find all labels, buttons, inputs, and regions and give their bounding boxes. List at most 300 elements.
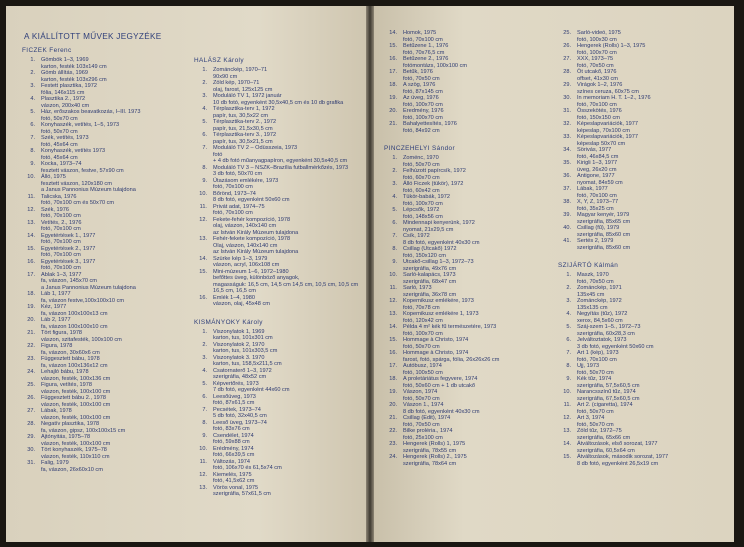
entry-details: [403, 56, 467, 69]
entry-number: 28.: [563, 69, 571, 75]
artwork-entry: [22, 174, 192, 194]
artwork-title: Magyar kenyér, 1979: [577, 212, 630, 218]
artwork-description: fotó, 60x70 cm: [403, 174, 440, 181]
entry-details: [41, 408, 110, 421]
artwork-entry: [384, 30, 556, 43]
artwork-description: fesztett vászon, 120x180 cm: [41, 180, 112, 187]
entry-details: [213, 472, 254, 485]
artwork-entry: [558, 415, 730, 428]
entry-details: [577, 121, 638, 134]
entry-number: 6.: [392, 220, 397, 226]
entry-number: 5.: [30, 109, 35, 115]
artwork-title: Plasztika 2., 1972: [41, 96, 86, 102]
artwork-title: Hommage à Christo, 1974: [403, 337, 469, 343]
artwork-description: olaj, farost, 125x125 cm: [213, 86, 273, 93]
entry-details: [403, 69, 440, 82]
entry-number: 19.: [27, 304, 35, 310]
entry-number: 14.: [563, 441, 571, 447]
artwork-title: In memoriam H. T. 1–2., 1976: [577, 95, 651, 101]
artwork-description: olaj, vászon, 140x140 cm: [213, 223, 277, 229]
entry-details: [577, 337, 654, 350]
entry-number: 30.: [563, 95, 571, 101]
artwork-entry: [558, 324, 730, 337]
entry-details: [577, 376, 640, 389]
artwork-description: 5 db fotó, 32x40,5 cm: [213, 413, 267, 419]
entry-number: 1.: [202, 67, 207, 73]
entry-number: 36.: [563, 173, 571, 179]
entry-details: [41, 330, 122, 343]
entry-details: [577, 108, 622, 121]
artwork-description: fotó, 70x50 cm: [403, 75, 440, 82]
entry-details: [577, 134, 638, 147]
artwork-description: fotó, 70x50 cm: [403, 421, 440, 428]
artwork-entry: [558, 82, 730, 95]
artwork-title: Autóbusz, 1974: [403, 363, 442, 369]
entry-number: 3.: [392, 181, 397, 187]
entry-details: [213, 394, 256, 407]
artwork-description: karton, festék 103x149 cm: [41, 63, 107, 70]
artwork-title: Útazásom emlékére, 1973: [213, 177, 279, 184]
entry-details: [41, 220, 81, 233]
artwork-description: fesztett vászon, festve, 57x90 cm: [41, 167, 124, 174]
artwork-entry: [558, 186, 730, 199]
artwork-description: fotó, 70x100 cm: [213, 210, 253, 216]
artwork-entry: [384, 389, 556, 402]
artwork-title: Egyetértések 1., 1977: [41, 232, 96, 239]
artwork-title: Függesztett bábu, 1978: [41, 356, 100, 362]
artwork-title: Jelváltoztatok, 1973: [577, 337, 627, 343]
artwork-description: szerigráfia, 65x66 cm: [577, 434, 631, 441]
entry-number: 18.: [389, 376, 397, 382]
entry-details: [41, 109, 141, 122]
entry-number: 8.: [566, 363, 571, 369]
entry-details: [577, 199, 618, 212]
entry-details: [41, 70, 107, 83]
entry-details: [577, 389, 640, 402]
artwork-description: fotó, 120x42 cm: [403, 317, 443, 324]
entry-number: 25.: [563, 30, 571, 36]
artwork-entry: [22, 447, 192, 460]
entry-details: [577, 402, 633, 415]
artwork-description: fa, vászon, 26x60x10 cm: [41, 466, 103, 473]
artwork-title: Álló Ficzek (tükör), 1972: [403, 181, 464, 187]
entry-number: 2.: [202, 80, 207, 86]
artwork-description: fotó, 70x100 cm: [41, 213, 81, 219]
artwork-entry: [558, 402, 730, 415]
artwork-title: Tört konyhaszék, 1975–78: [41, 447, 107, 453]
artwork-description: szerigráfia, 78x64 cm: [403, 460, 457, 467]
entry-number: 30.: [27, 447, 35, 453]
entry-number: 32.: [563, 121, 571, 127]
entry-number: 27.: [27, 408, 35, 414]
artwork-description: fotó, 70x100 cm: [213, 184, 253, 190]
entry-number: 4.: [392, 194, 397, 200]
entry-details: [41, 83, 97, 96]
artwork-entry: [22, 272, 192, 292]
entry-number: 9.: [30, 161, 35, 167]
entry-number: 26.: [27, 395, 35, 401]
artwork-entry: [22, 291, 192, 304]
artwork-title: Ház, erőszakos beavatkozás, I–III. 1973: [41, 109, 141, 115]
book-gutter: [366, 6, 374, 542]
artwork-description: fotó, 70x100 cm: [41, 265, 81, 271]
entry-number: 16.: [389, 350, 397, 356]
artwork-entry: [22, 304, 192, 317]
artwork-title: Száj-szem 1–5., 1972–73: [577, 324, 641, 330]
entry-details: [41, 174, 136, 194]
entry-details: [41, 161, 124, 174]
artwork-entry: [384, 259, 556, 272]
artwork-title: Betűzene 2., 1976: [403, 56, 449, 62]
artwork-entry: [22, 135, 192, 148]
entry-details: [213, 329, 273, 342]
entry-number: 10.: [199, 445, 207, 452]
artwork-entry: [194, 485, 364, 498]
entry-number: 8.: [202, 419, 207, 426]
entry-number: 6.: [566, 337, 571, 343]
artwork-description: fotó, 50x60 cm + 1 db utcakő: [403, 382, 475, 389]
artwork-title: Csík, 1972: [403, 233, 430, 239]
artwork-description: fotó, 84x92 cm: [403, 127, 440, 134]
artwork-entry: [384, 272, 556, 285]
entry-details: [213, 381, 290, 394]
entry-number: 7.: [392, 233, 397, 239]
artwork-entry: [22, 96, 192, 109]
entry-details: [213, 217, 298, 237]
artwork-description: fotó, 100x70 cm: [403, 114, 443, 121]
artwork-description: fotó, 66x39,5 cm: [213, 452, 255, 458]
artwork-entry: [558, 173, 730, 186]
artwork-title: Narancsszínű tűz, 1974: [577, 389, 636, 395]
entry-details: [41, 382, 110, 395]
entry-details: [577, 238, 630, 251]
artwork-description: fa, vászon festve,100x100x10 cm: [41, 297, 125, 304]
entry-number: 12.: [389, 298, 397, 304]
artwork-title: Hengerek (Rolls) 1, 1975: [403, 441, 466, 447]
artwork-title: Sarló-videó, 1975: [577, 30, 621, 36]
entry-number: 12.: [199, 471, 207, 478]
entry-details: [213, 407, 267, 420]
artwork-description: vászon, festék, 100x100 cm: [41, 401, 111, 408]
entry-number: 1.: [202, 328, 207, 335]
artwork-description: fotó, 59x88 cm: [213, 439, 250, 445]
entry-number: 37.: [563, 186, 571, 192]
artwork-entry: [384, 194, 556, 207]
artwork-title: Betűk, 1976: [403, 69, 433, 75]
artwork-entry: [384, 108, 556, 121]
artwork-title: Vászon 1., 1974: [403, 402, 444, 408]
artwork-entry: [558, 337, 730, 350]
artwork-description: fotó, 100x50 cm: [403, 369, 443, 376]
artwork-description: szerigráfia, 85x65 cm: [577, 218, 631, 225]
artwork-entry: [384, 220, 556, 233]
artwork-title: Viszonylatok 3. 1970: [213, 354, 265, 361]
artwork-entry: [194, 433, 364, 446]
artwork-entry: [384, 69, 556, 82]
entry-details: [213, 420, 267, 433]
artwork-title: Képeslapvariációk, 1977: [577, 121, 638, 127]
artwork-title: Térplasztika-terv 1, 1972: [213, 106, 275, 112]
artwork-title: Változás, 1974: [213, 458, 251, 465]
artwork-description: fotó, 70x50 cm: [577, 278, 614, 285]
entry-number: 24.: [389, 454, 397, 460]
artist-name: SZIJÁRTÓ Kálmán: [558, 262, 619, 269]
artwork-description: Olaj, vászon, 140x140 cm: [213, 242, 278, 249]
page-title: A KIÁLLÍTOTT MŰVEK JEGYZÉKE: [24, 32, 162, 41]
artwork-description: fotó, 50x70 cm: [577, 408, 614, 415]
artwork-entry: [558, 43, 730, 56]
entry-details: [403, 108, 444, 121]
artwork-title: Festett plasztika, 1972: [41, 83, 97, 89]
artwork-description: fólia, 146x115 cm: [41, 89, 85, 96]
entry-number: 29.: [27, 434, 35, 440]
entry-details: [403, 454, 467, 467]
column-4: [558, 30, 730, 467]
artwork-title: Átváltozások, első sorozat, 1977: [577, 441, 658, 447]
entry-details: [41, 259, 95, 272]
artwork-entry: [22, 194, 192, 207]
column-1: [22, 44, 192, 473]
entry-details: [403, 402, 480, 415]
entry-number: 13.: [563, 428, 571, 434]
artwork-entry: [384, 363, 556, 376]
artwork-title: Átváltozások, második sorozat, 1977: [577, 454, 669, 460]
entry-number: 15.: [389, 43, 397, 49]
artwork-title: Viszonylatok 2, 1970: [213, 341, 265, 348]
artwork-entry: [384, 95, 556, 108]
artwork-description: fotó, 70x100 cm: [41, 226, 81, 232]
entry-details: [213, 67, 267, 80]
artwork-entry: [558, 30, 730, 43]
artwork-description: fotó, 50x70 cm: [41, 128, 78, 135]
artwork-title: Fehér-fekete kompozíció, 1978: [213, 236, 291, 242]
artwork-title: Gömbök 1–3, 1969: [41, 57, 89, 63]
artwork-title: Homok, 1975: [403, 30, 437, 36]
entry-details: [213, 485, 271, 498]
artwork-title: Lábak, 1978: [41, 408, 72, 414]
entry-details: [403, 82, 443, 95]
artwork-entry: [558, 350, 730, 363]
entry-details: [41, 369, 110, 382]
entry-number: 9.: [202, 432, 207, 439]
artwork-title: Ajtónyitás, 1975–78: [41, 434, 91, 440]
artwork-description: fotó, 70x78 cm: [403, 304, 440, 311]
artwork-description: szerigráfia, 48x52 cm: [213, 374, 267, 380]
entry-details: [577, 69, 618, 82]
artwork-title: Talicska, 1976: [41, 193, 77, 200]
artwork-description: fotó, 50x70 cm: [403, 343, 440, 350]
artwork-title: Sarló, 1973: [403, 285, 432, 291]
entry-details: [41, 233, 95, 246]
artwork-description: fotó, 70x76,5 cm: [403, 49, 445, 56]
artwork-entry: [384, 428, 556, 441]
artwork-description: vászon, olaj, 45x48 cm: [213, 301, 270, 307]
artwork-description: karton, festék 103x296 cm: [41, 76, 107, 83]
entry-number: 20.: [389, 402, 397, 408]
entry-number: 11.: [389, 285, 397, 291]
artwork-entry: [558, 134, 730, 147]
entry-details: [213, 342, 277, 355]
entry-number: 17.: [27, 271, 35, 278]
entry-number: 15.: [199, 268, 207, 275]
entry-number: 16.: [27, 258, 35, 265]
artwork-entry: [384, 350, 556, 363]
artwork-title: Csillag (fű), 1979: [577, 225, 620, 231]
section-spacer: [194, 308, 364, 316]
artwork-entry: [558, 160, 730, 173]
artwork-description: fotó, 150x150 cm: [577, 114, 620, 121]
artwork-title: Függesztett bábu 2., 1978: [41, 395, 106, 401]
artwork-description: fotó, 70x100 cm: [577, 356, 617, 363]
entry-details: [577, 173, 623, 186]
artwork-entry: [384, 207, 556, 220]
entry-details: [403, 298, 474, 311]
artwork-description: karton, tus, 101x303,5 cm: [213, 348, 278, 354]
entry-details: [403, 30, 443, 43]
entry-details: [577, 363, 614, 376]
artwork-description: üveg, 26x20 cm: [577, 166, 617, 173]
artwork-description: fotó, 41,5x62 cm: [213, 478, 255, 484]
artwork-title: Felhúzott papírcsík, 1972: [403, 168, 466, 174]
artwork-description: fotó, 35x25 cm: [577, 205, 614, 212]
entry-details: [403, 43, 448, 56]
artwork-entry: [558, 69, 730, 82]
artwork-entry: [194, 145, 364, 165]
entry-number: 38.: [563, 199, 571, 205]
entry-number: 11.: [563, 402, 571, 408]
entry-number: 3.: [30, 83, 35, 89]
artwork-description: fa, vászon 100x136x12 cm: [41, 362, 108, 369]
entry-details: [577, 324, 640, 337]
artwork-description: szerigráfia, 85x60 cm: [577, 231, 631, 238]
entry-details: [577, 350, 619, 363]
entry-number: 7.: [566, 350, 571, 356]
artwork-title: Moduláló TV 3 – NSZK–Brazília futballmérkőzés, 1973: [213, 164, 349, 171]
artwork-description: farost, fotó, spárga, fólia, 26x26x26 cm: [403, 356, 500, 363]
entry-number: 6.: [202, 393, 207, 400]
artwork-title: Tükör-babák, 1972: [403, 194, 450, 200]
artwork-entry: [22, 148, 192, 161]
entry-number: 25.: [27, 382, 35, 388]
entry-number: 13.: [389, 311, 397, 317]
artwork-description: fotó, 70x50 cm: [577, 62, 614, 69]
entry-details: [213, 433, 254, 446]
artwork-entry: [22, 161, 192, 174]
artwork-entry: [558, 454, 730, 467]
artwork-description: fotó, 70x100 cm: [403, 36, 443, 43]
entry-details: [577, 441, 658, 454]
artwork-description: fotó, 50x70 cm: [577, 421, 614, 428]
entry-number: 16.: [199, 294, 207, 301]
artwork-entry: [22, 233, 192, 246]
artwork-entry: [384, 337, 556, 350]
artwork-entry: [558, 199, 730, 212]
artwork-description: offset, 41x30 cm: [577, 75, 618, 82]
artwork-title: Erédmény, 1974: [213, 445, 254, 452]
artwork-title: Láb 1, 1977: [41, 291, 71, 297]
artwork-entry: [558, 389, 730, 402]
artwork-title: Moduláló TV 2 – Odüsszeia, 1973: [213, 145, 298, 151]
entry-details: [403, 324, 496, 337]
artwork-title: Gömb állítás, 1969: [41, 70, 88, 76]
artwork-entry: [384, 324, 556, 337]
artwork-description: fa, vászon 100x100x10 cm: [41, 323, 108, 330]
artwork-entry: [22, 330, 192, 343]
entry-details: [213, 295, 270, 308]
entry-number: 4.: [30, 96, 35, 102]
entry-number: 21.: [389, 121, 397, 127]
entry-details: [577, 212, 630, 225]
artwork-description: szerigráfia, 57,5x60,5 cm: [577, 382, 640, 389]
entry-number: 14.: [389, 30, 397, 36]
entry-number: 10.: [389, 272, 397, 278]
artwork-title: Betűzene 1., 1976: [403, 43, 449, 49]
entry-number: 35.: [563, 160, 571, 166]
entry-details: [577, 82, 639, 95]
artwork-entry: [194, 472, 364, 485]
artwork-description: fotó, 100x70 cm: [403, 101, 443, 108]
artist-name: FICZEK Ferenc: [22, 47, 72, 54]
artwork-entry: [194, 420, 364, 433]
entry-details: [403, 246, 456, 259]
column-3: [384, 30, 556, 467]
left-page: [6, 6, 366, 542]
artwork-description: vászon, szitafesték, 100x100 cm: [41, 336, 122, 343]
entry-details: [403, 428, 452, 441]
artwork-title: Kopernikusz emlékére, 1973: [403, 298, 474, 304]
artwork-description: szerigráfia, 67,5x60,5 cm: [577, 395, 640, 402]
artist-name: HALÁSZ Károly: [194, 57, 244, 64]
entry-number: 41.: [563, 238, 571, 244]
artwork-entry: [558, 56, 730, 69]
artwork-description: fotó, 70x100 cm: [41, 239, 81, 245]
entry-details: [403, 415, 450, 428]
artwork-description: nyomat, 21x29,5 cm: [403, 226, 454, 233]
artwork-entry: [22, 369, 192, 382]
entry-number: 6.: [30, 122, 35, 128]
entry-number: 11.: [27, 193, 35, 200]
entry-details: [41, 96, 89, 109]
entry-details: [403, 95, 443, 108]
artwork-entry: [194, 459, 364, 472]
artwork-title: Sörivás, 1977: [577, 147, 612, 153]
entry-details: [577, 415, 614, 428]
artwork-description: fotó, 100x70 cm: [577, 49, 617, 56]
artwork-title: Lehajló bábu, 1978: [41, 369, 89, 375]
artwork-entry: [22, 246, 192, 259]
artwork-entry: [22, 259, 192, 272]
artwork-description: színes ceruza, 60x75 cm: [577, 88, 639, 95]
artwork-entry: [22, 460, 192, 473]
entry-details: [41, 246, 95, 259]
artwork-title: Ablak 1–3, 1977: [41, 271, 82, 278]
artwork-title: Összekötés, 1976: [577, 108, 622, 114]
artwork-title: Emlék 1–4, 1980: [213, 294, 255, 301]
artwork-description: fotó, 25x100 cm: [403, 434, 443, 441]
artwork-description: fotó, 50x70 cm: [41, 115, 78, 122]
entry-details: [577, 56, 614, 69]
entry-number: 4.: [202, 367, 207, 374]
artwork-entry: [194, 119, 364, 132]
artwork-entry: [384, 311, 556, 324]
artwork-description: fotó, 45x64 cm: [41, 154, 78, 161]
entry-details: [403, 259, 474, 272]
artwork-title: Szürke kép 1–3, 1979: [213, 255, 268, 262]
entry-number: 5.: [566, 324, 571, 330]
artwork-entry: [22, 109, 192, 122]
artwork-entry: [384, 441, 556, 454]
entry-details: [403, 363, 443, 376]
